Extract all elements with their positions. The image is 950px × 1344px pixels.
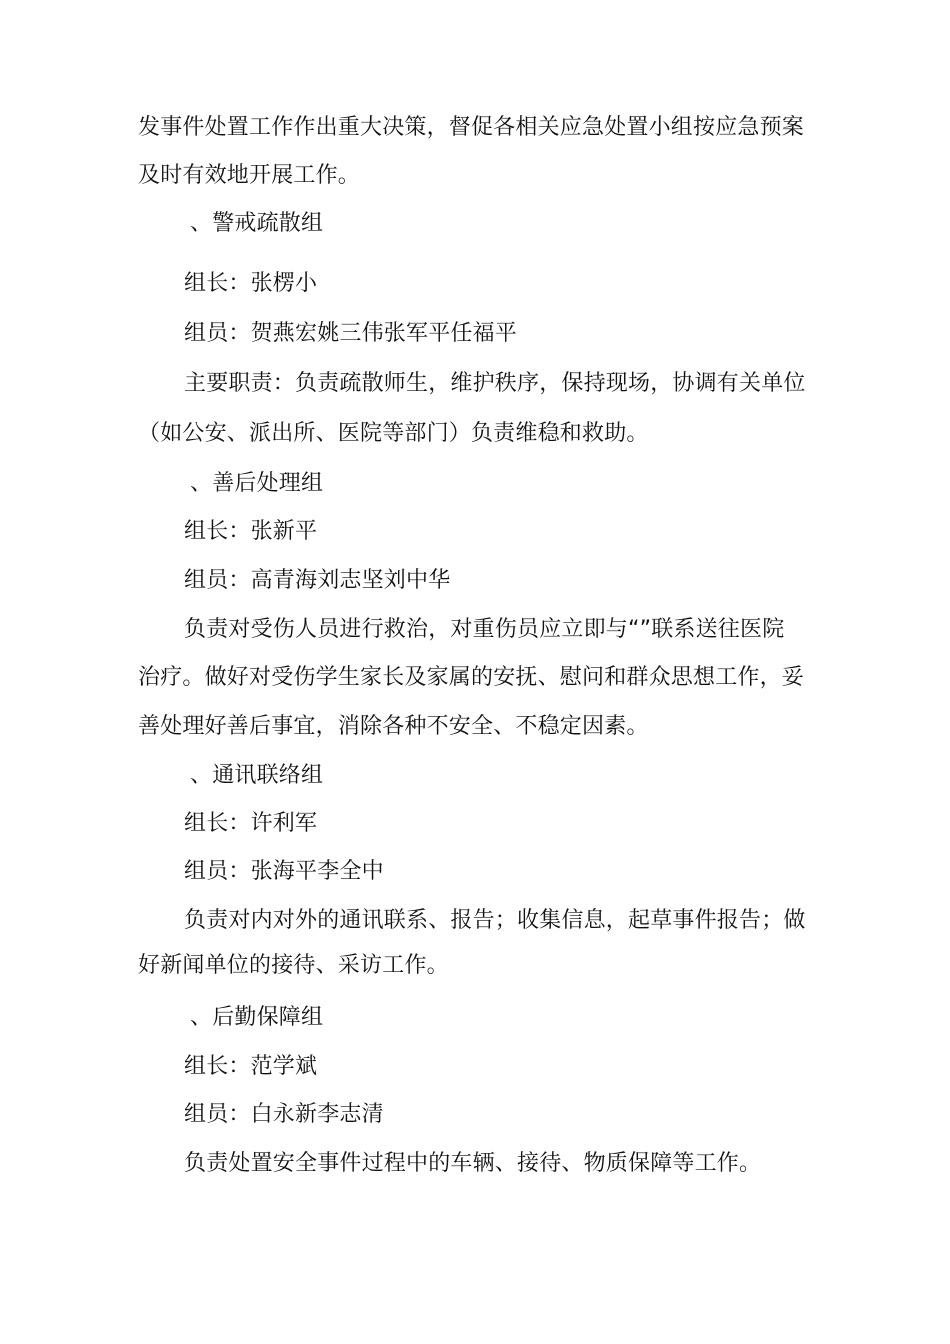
paragraph-line: 发事件处置工作作出重大决策，督促各相关应急处置小组按应急预案: [138, 115, 805, 140]
paragraph-line: （如公安、派出所、医院等部门）负责维稳和救助。: [138, 421, 649, 446]
section-heading-security-evacuation: 、警戒疏散组: [190, 211, 324, 236]
section-heading-communications: 、通讯联络组: [190, 763, 324, 788]
paragraph-line: 负责对内对外的通讯联系、报告；收集信息，起草事件报告；做: [184, 908, 806, 933]
group-leader-line: 组长：范学斌: [184, 1054, 318, 1079]
paragraph-line: 及时有效地开展工作。: [138, 163, 361, 188]
paragraph-line: 主要职责：负责疏散师生，维护秩序，保持现场，协调有关单位: [184, 371, 806, 396]
paragraph-line: 好新闻单位的接待、采访工作。: [138, 953, 449, 978]
group-members-line: 组员：高青海刘志坚刘中华: [184, 568, 451, 593]
section-heading-aftermath: 、善后处理组: [190, 471, 324, 496]
group-members-line: 组员：贺燕宏姚三伟张军平任福平: [184, 321, 518, 346]
paragraph-line: 负责对受伤人员进行救治，对重伤员应立即与“”联系送往医院: [184, 617, 785, 642]
group-leader-line: 组长：许利军: [184, 811, 318, 836]
group-leader-line: 组长：张新平: [184, 519, 318, 544]
paragraph-line: 善处理好善后事宜，消除各种不安全、不稳定因素。: [138, 714, 649, 739]
paragraph-line: 治疗。做好对受伤学生家长及家属的安抚、慰问和群众思想工作，妥: [138, 665, 805, 690]
group-members-line: 组员：白永新李志清: [184, 1102, 384, 1127]
group-leader-line: 组长：张楞小: [184, 271, 318, 296]
section-heading-logistics: 、后勤保障组: [190, 1005, 324, 1030]
group-members-line: 组员：张海平李全中: [184, 859, 384, 884]
paragraph-line: 负责处置安全事件过程中的车辆、接待、物质保障等工作。: [184, 1151, 762, 1176]
